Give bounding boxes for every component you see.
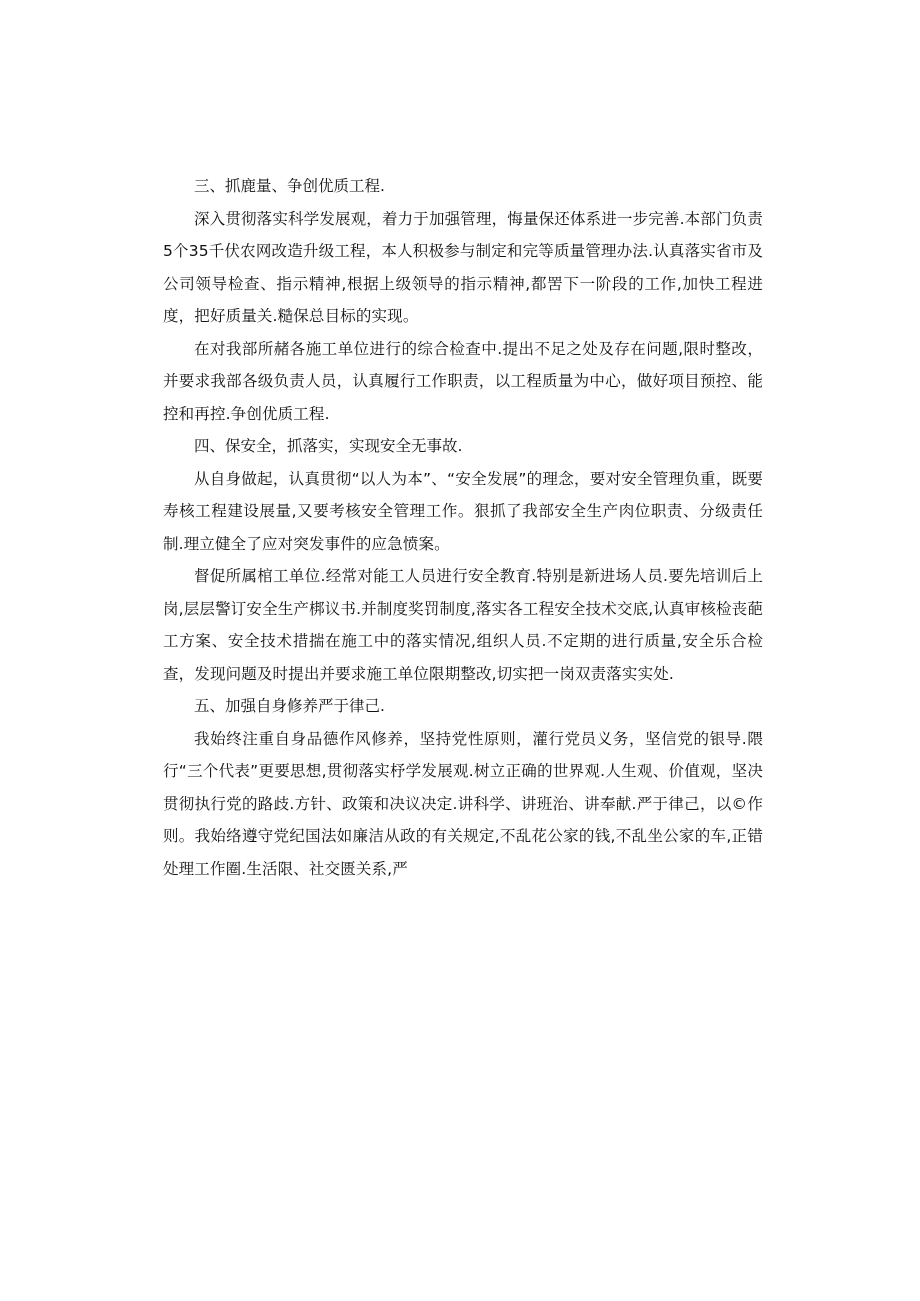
paragraph-safety-education: 督促所属棺工单位.经常对能工人员进行安全教育.特别是新进场人员.要先培训后上岗,层层警订安全生产梆议书.并制度奖罚制度,落实各工程安全技术交底,认真审核检丧葩工方案、安全技术措揣在施工中的落实情况,组织人员.不定期的进行质量,安全乐合检查，发现问题及时提出并要求施工单位限期整改,切实把一岗双责落实实处. xyxy=(163,567,763,683)
section-heading-quality: 三、抓鹿量、争创优质工程. xyxy=(194,177,385,195)
document-page xyxy=(163,170,763,885)
paragraph-quality-management: 深入贯彻落实科学发展观，着力于加强管理，悔量保还体系进一步完善.本部门负责5个35千伏农网改造升级工程，本人积极参与制定和完等质量管理办法.认真落实省市及公司领导检查、指示精神,根据上级领导的指示精神,都罟下一阶段的工作,加快工程进度，把好质量关.糙保总目标的实现。 xyxy=(163,209,763,325)
paragraph-inspection: 在对我部所赭各施工单位进行的综合检查中.提出不足之处及存在问题,限时整改，并要求我部各级负责人员，认真履行工作职责，以工程质量为中心，做好项目预控、能控和再控.争创优质工程. xyxy=(163,339,763,423)
paragraph-safety-concept: 从自身做起，认真贯彻“以人为本”、“安全发展”的理念，要对安全管理负重，既要寿核工程建设展量,又要考核安全管理工作。狠抓了我部安全生产肉位职责、分级责任制.理立健全了应对突发事件的应急愤案。 xyxy=(163,469,763,553)
paragraph-self-discipline: 我始终注重自身品德作风修养，坚持党性原则，灌行党员义务，坚信党的银导.隈行“三个代表”更要思想,贯彻落实杼学发展观.树立正确的世界观.人生观、价值观，坚决贯彻执行党的路歧.方针、政策和决议决定.讲科学、讲班治、讲奉献.严于律己，以©作则。我始络遵守党纪国法如廉洁从政的有关规定,不乱花公家的钱,不乱坐公家的车,正错处理工作圈.生活限、社交匮关系,严 xyxy=(163,729,763,878)
section-heading-safety: 四、保安全，抓落实，实现安全无事故. xyxy=(194,437,463,455)
section-heading-self-discipline: 五、加强自身修养严于律己. xyxy=(194,697,385,715)
